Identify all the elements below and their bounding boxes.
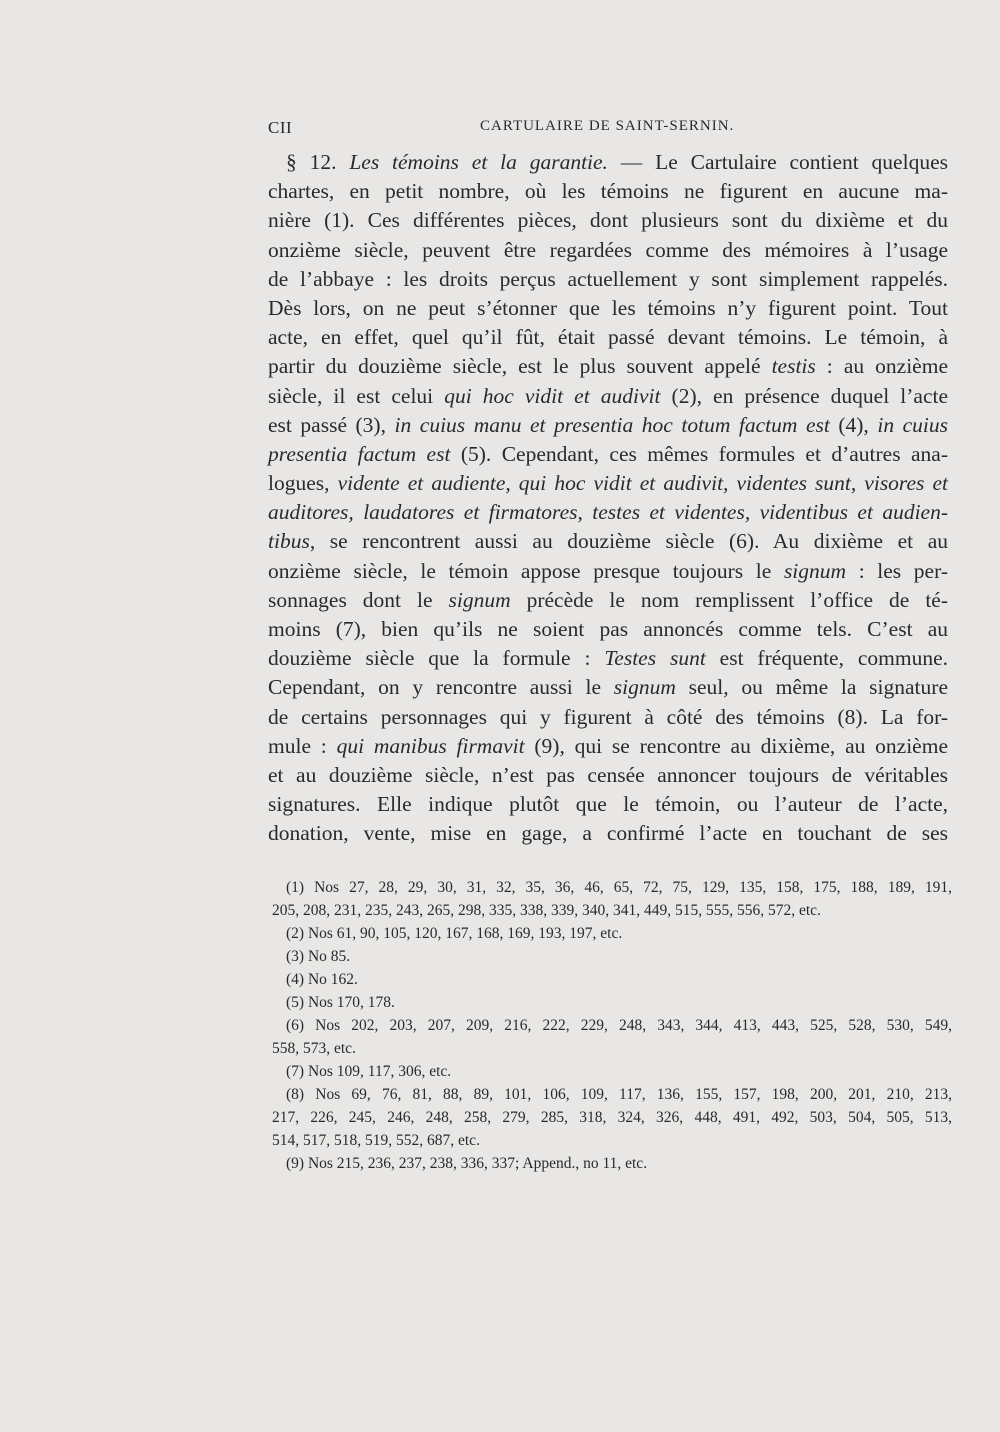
italic-text: testis xyxy=(771,354,816,379)
text-line xyxy=(268,819,948,848)
footnote-line: (7) Nos 109, 117, 306, etc. xyxy=(286,1063,452,1080)
footnote-line: (2) Nos 61, 90, 105, 120, 167, 168, 169, 193, 197, etc. xyxy=(286,925,623,942)
text-line xyxy=(268,790,948,819)
italic-text: signum xyxy=(448,587,511,612)
text-line xyxy=(268,527,948,556)
text-line xyxy=(268,469,948,498)
text-line xyxy=(268,673,948,702)
running-title: CARTULAIRE DE SAINT-SERNIN. xyxy=(480,118,735,134)
text-segment: acte, en effet, quel qu’il fût, était passé devant témoins. Le témoin, à xyxy=(268,325,948,350)
page-header xyxy=(268,118,948,138)
footnote-line: 514, 517, 518, 519, 552, 687, etc. xyxy=(272,1132,480,1149)
text-segment: donation, vente, mise en gage, a confirmé l’acte en touchant de ses xyxy=(268,821,948,846)
text-line xyxy=(268,498,948,527)
text-segment: (4), xyxy=(829,412,878,437)
text-line xyxy=(268,294,948,323)
text-segment: — Le Cartulaire contient quelques xyxy=(607,150,948,174)
text-segment: , se rencontrent aussi au douzième siècle (6). Au dixième et au xyxy=(309,529,948,554)
footnote-line: (3) No 85. xyxy=(286,948,351,965)
text-line xyxy=(268,615,948,644)
text-line xyxy=(268,703,948,732)
italic-text: in cuius manu et presentia hoc totum factum est xyxy=(394,412,830,437)
text-line xyxy=(268,236,948,265)
italic-text: Testes sunt xyxy=(604,646,706,671)
text-segment: Dès lors, on ne peut s’étonner que les témoins n’y figurent point. Tout xyxy=(268,295,948,320)
footnote-line: 205, 208, 231, 235, 243, 265, 298, 335, 338, 339, 340, 341, 449, 515, 555, 556, 572, etc. xyxy=(272,902,821,919)
text-line xyxy=(268,352,948,381)
text-line xyxy=(268,206,948,235)
footnote-line: (8) Nos 69, 76, 81, 88, 89, 101, 106, 109, 117, 136, 155, 157, 198, 200, 201, 210, 213, xyxy=(286,1086,952,1103)
text-segment: seul, ou même la signature xyxy=(675,675,948,700)
text-line xyxy=(268,177,948,206)
text-segment: § 12. xyxy=(286,150,350,174)
text-segment: nière (1). Ces différentes pièces, dont plusieurs sont du dixième et du xyxy=(268,208,948,233)
text-line xyxy=(268,557,948,586)
footnote-line: (6) Nos 202, 203, 207, 209, 216, 222, 229, 248, 343, 344, 413, 443, 525, 528, 530, 549, xyxy=(286,1017,952,1034)
main-text xyxy=(268,148,948,849)
page-number: CII xyxy=(268,118,293,137)
text-segment: mule : xyxy=(268,733,337,758)
text-segment: de l’abbaye : les droits perçus actuellement y sont simplement rappelés. xyxy=(268,266,948,291)
text-segment: onzième siècle, le témoin appose presque toujours le xyxy=(268,558,784,583)
text-line xyxy=(268,586,948,615)
text-line xyxy=(268,761,948,790)
italic-text: auditores, laudatores et firmatores, testes et videntes, videntibus et audien- xyxy=(268,500,948,525)
text-segment: siècle, il est celui xyxy=(268,383,445,408)
italic-text: signum xyxy=(613,675,676,700)
text-segment: précède le nom remplissent l’office de té- xyxy=(510,587,948,612)
text-line xyxy=(268,265,948,294)
footnote-line: (4) No 162. xyxy=(286,971,358,988)
text-segment: (9), qui se rencontre au dixième, au onzième xyxy=(524,733,948,758)
text-segment: logues, xyxy=(268,471,338,496)
text-segment: de certains personnages qui y figurent à côté des témoins (8). La for- xyxy=(268,704,948,729)
italic-text: signum xyxy=(783,558,847,583)
italic-text: vidente et audiente, qui hoc vidit et audivit, videntes sunt, visores et xyxy=(337,471,948,496)
footnote-line: (5) Nos 170, 178. xyxy=(286,994,395,1011)
text-segment: est fréquente, commune. xyxy=(705,646,948,671)
text-segment: onzième siècle, peuvent être regardées comme des mémoires à l’usage xyxy=(268,237,948,262)
italic-text: Les témoins et la garantie. xyxy=(349,150,608,174)
text-line xyxy=(268,644,948,673)
text-line xyxy=(268,148,948,177)
text-line xyxy=(268,411,948,440)
text-segment: douzième siècle que la formule : xyxy=(268,646,605,671)
text-segment: : au onzième xyxy=(815,354,948,379)
italic-text: tibus xyxy=(268,529,310,554)
text-segment: (5). Cependant, ces mêmes formules et d’autres ana- xyxy=(450,441,948,466)
text-segment: (2), en présence duquel l’acte xyxy=(660,383,949,408)
footnote-line: (1) Nos 27, 28, 29, 30, 31, 32, 35, 36, 46, 65, 72, 75, 129, 135, 158, 175, 188, 189, 191, xyxy=(286,879,952,896)
text-segment: Cependant, on y rencontre aussi le xyxy=(268,675,614,700)
text-segment: sonnages dont le xyxy=(268,587,449,612)
footnote-line: (9) Nos 215, 236, 237, 238, 336, 337; Append., no 11, etc. xyxy=(286,1155,648,1172)
footnotes xyxy=(272,876,952,1175)
italic-text: qui manibus firmavit xyxy=(336,733,525,758)
italic-text: in cuius xyxy=(877,412,948,437)
text-line xyxy=(268,323,948,352)
italic-text: qui hoc vidit et audivit xyxy=(444,383,661,408)
text-line xyxy=(268,732,948,761)
text-segment: et au douzième siècle, n’est pas censée annoncer toujours de véritables xyxy=(268,762,948,787)
text-segment: chartes, en petit nombre, où les témoins ne figurent en aucune ma- xyxy=(268,179,948,204)
italic-text: presentia factum est xyxy=(268,441,451,466)
text-line xyxy=(268,382,948,411)
text-segment: partir du douzième siècle, est le plus souvent appelé xyxy=(268,354,772,379)
text-line xyxy=(268,440,948,469)
footnote-line: 558, 573, etc. xyxy=(272,1040,356,1057)
text-segment: est passé (3), xyxy=(268,412,395,437)
text-segment: signatures. Elle indique plutôt que le témoin, ou l’auteur de l’acte, xyxy=(268,792,948,817)
text-segment: moins (7), bien qu’ils ne soient pas annoncés comme tels. C’est au xyxy=(268,617,948,641)
text-segment: : les per- xyxy=(846,558,948,583)
footnote-line: 217, 226, 245, 246, 248, 258, 279, 285, 318, 324, 326, 448, 491, 492, 503, 504, 505, 513, xyxy=(272,1109,952,1126)
